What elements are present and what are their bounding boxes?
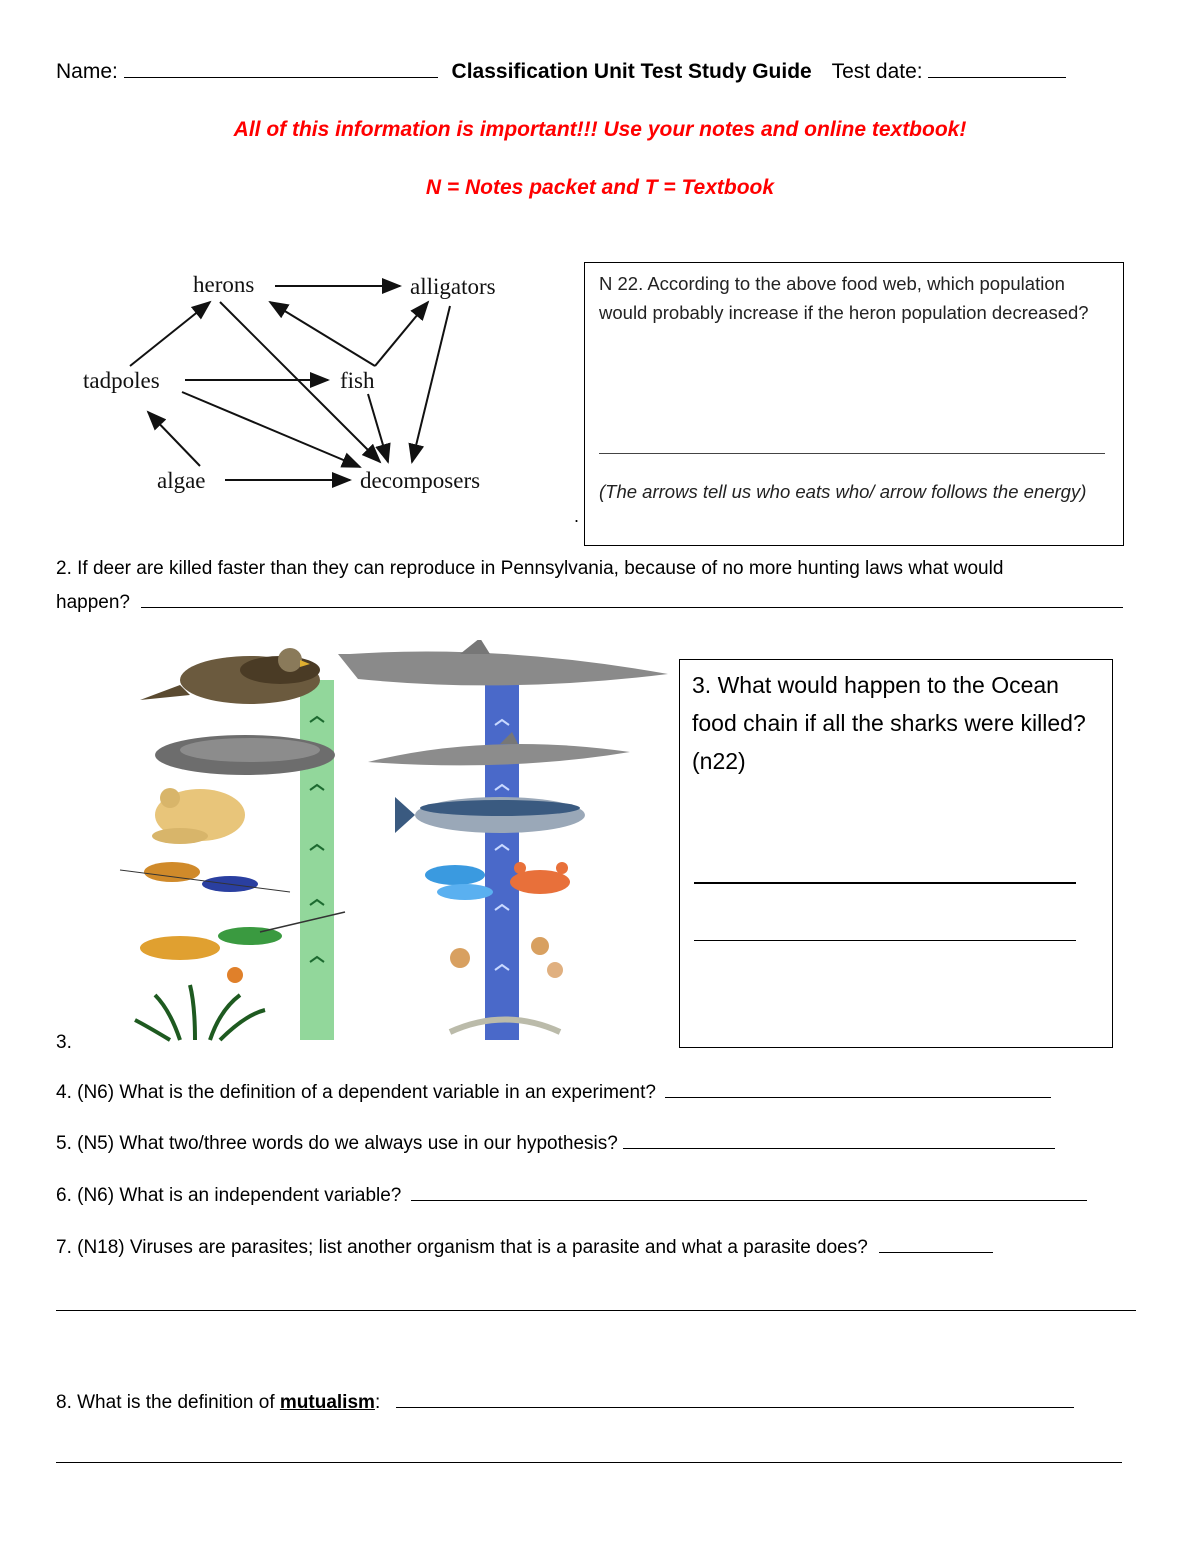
- box3-answer-line-1[interactable]: [694, 882, 1076, 884]
- web-label-algae: algae: [157, 468, 206, 493]
- food-web-diagram: [70, 262, 540, 502]
- box1-question: N 22. According to the above food web, which population would probably increase if the heron population decreased?: [599, 273, 1089, 323]
- web-label-tadpoles: tadpoles: [83, 368, 160, 393]
- food-chains-illustration: [100, 640, 670, 1050]
- question-box-n22: [584, 262, 1124, 546]
- question-2-cont: happen?: [56, 592, 130, 613]
- test-date-field[interactable]: [928, 77, 1066, 78]
- box3-question: 3. What would happen to the Ocean food chain if all the sharks were killed?(n22): [692, 672, 1086, 774]
- frog-icon: [152, 788, 245, 844]
- box1-answer-line[interactable]: [599, 453, 1105, 454]
- question-6-answer-line[interactable]: [411, 1200, 1087, 1201]
- question-box-3: [679, 659, 1113, 1048]
- hawk-icon: [140, 648, 320, 704]
- question-3-number: 3.: [56, 1032, 72, 1053]
- question-7: 7. (N18) Viruses are parasites; list another organism that is a parasite and what a parasite does?: [56, 1237, 868, 1258]
- question-8-term: mutualism: [279, 1392, 375, 1413]
- web-label-decomposers: decomposers: [360, 468, 481, 493]
- question-7-row: [56, 1237, 993, 1259]
- important-notice: All of this information is important!!! Use your notes and online textbook!: [233, 118, 967, 141]
- question-8-answer-line-1[interactable]: [396, 1407, 1074, 1408]
- question-7-answer-line-1[interactable]: [879, 1252, 993, 1253]
- snake-icon: [155, 735, 335, 775]
- name-label: Name:: [56, 60, 118, 83]
- question-8-answer-line-2[interactable]: [56, 1462, 1122, 1463]
- question-6: 6. (N6) What is an independent variable?: [56, 1185, 402, 1206]
- web-label-fish: fish: [340, 368, 375, 393]
- legend-notice: N = Notes packet and T = Textbook: [425, 176, 775, 199]
- header-row: [56, 60, 1066, 84]
- question-8-row: [56, 1392, 1074, 1414]
- question-8-prefix: 8. What is the definition of: [56, 1392, 275, 1413]
- box3-answer-line-2[interactable]: [694, 940, 1076, 941]
- box1-note: (The arrows tell us who eats who/ arrow follows the energy): [599, 481, 1087, 502]
- name-field[interactable]: [124, 77, 438, 78]
- question-6-row: [56, 1185, 1087, 1207]
- question-2-cont-row: [56, 592, 1123, 614]
- question-2-answer-line[interactable]: [141, 607, 1123, 608]
- web-label-alligators: alligators: [410, 274, 496, 299]
- test-date-label: Test date:: [831, 60, 923, 83]
- question-4-row: [56, 1082, 1051, 1104]
- tuna-icon: [395, 797, 585, 833]
- page-title: Classification Unit Test Study Guide: [451, 60, 812, 83]
- web-label-herons: herons: [193, 272, 255, 297]
- question-5-answer-line[interactable]: [623, 1148, 1055, 1149]
- plant-icon: [135, 985, 265, 1040]
- question-4: 4. (N6) What is the definition of a dependent variable in an experiment?: [56, 1082, 656, 1103]
- box1-dot: .: [574, 506, 580, 526]
- question-2: 2. If deer are killed faster than they can reproduce in Pennsylvania, because of no more hunting laws what would: [56, 558, 1004, 579]
- question-5-row: [56, 1133, 1055, 1155]
- question-8-suffix: :: [374, 1392, 381, 1413]
- question-7-answer-line-2[interactable]: [56, 1310, 1136, 1311]
- shark-icon: [338, 640, 668, 685]
- question-5: 5. (N5) What two/three words do we always use in our hypothesis?: [56, 1133, 618, 1154]
- question-4-answer-line[interactable]: [665, 1097, 1051, 1098]
